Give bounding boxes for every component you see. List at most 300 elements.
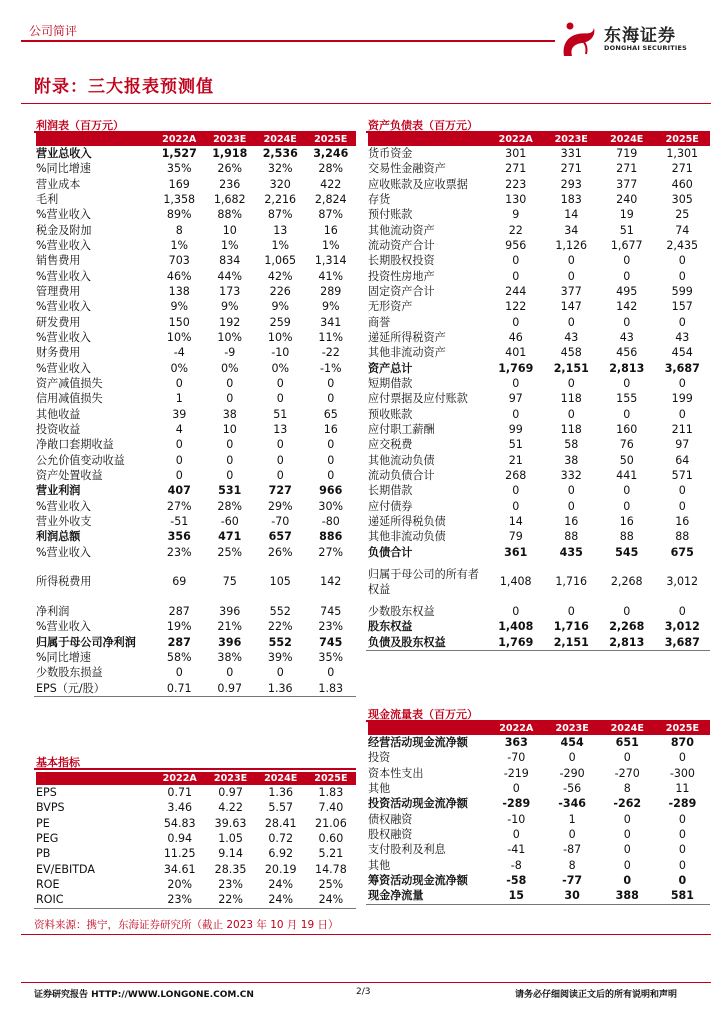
row-value: 0 <box>276 438 284 452</box>
row-label: EPS <box>36 786 57 799</box>
row-value: 19% <box>166 620 192 634</box>
row-value: 0 <box>512 604 520 618</box>
row-value: 287 <box>168 604 190 618</box>
row-value: 51 <box>508 438 523 452</box>
table-row <box>368 161 710 176</box>
row-label: EV/EBITDA <box>36 862 95 876</box>
row-value: 0 <box>678 827 686 841</box>
table-row <box>368 146 710 161</box>
row-value: 0 <box>327 468 335 482</box>
row-value: 331 <box>560 147 582 160</box>
row-value: 223 <box>505 177 527 191</box>
row-label: 研发费用 <box>36 315 81 329</box>
row-label: 股权融资 <box>368 827 413 841</box>
row-value: 495 <box>616 284 638 298</box>
row-label: PB <box>36 847 51 861</box>
row-value: 122 <box>505 300 527 314</box>
income-end-rule <box>34 696 356 697</box>
row-value: 0 <box>276 453 284 467</box>
row-value: 2,813 <box>609 635 645 649</box>
row-value: 89% <box>166 208 192 222</box>
row-label: %营业收入 <box>36 545 91 559</box>
row-value: -262 <box>613 797 642 811</box>
row-label: 营业成本 <box>36 177 81 191</box>
row-value: 28.35 <box>214 862 247 876</box>
table-row <box>368 560 710 604</box>
row-value: 15 <box>508 889 525 903</box>
row-value: 460 <box>671 177 693 191</box>
table-row <box>368 223 710 238</box>
row-value: 0 <box>276 468 284 482</box>
row-value: 3,687 <box>664 361 700 375</box>
row-value: -270 <box>614 766 640 780</box>
row-value: 10 <box>222 422 237 436</box>
row-value: 20.19 <box>264 862 297 876</box>
row-label: 短期借款 <box>368 376 413 390</box>
row-label: 存货 <box>368 192 391 206</box>
row-value: 0 <box>678 269 686 283</box>
row-value: 0 <box>175 468 183 482</box>
row-value: 552 <box>268 635 292 649</box>
row-value: 1,408 <box>499 575 532 589</box>
row-label: 投资收益 <box>36 422 81 436</box>
row-value: 1 <box>568 812 576 826</box>
row-value: 552 <box>269 604 291 618</box>
row-label: 无形资产 <box>368 300 413 314</box>
row-label: 商誉 <box>368 315 391 329</box>
row-label: 其他流动负债 <box>368 453 435 467</box>
row-value: -51 <box>170 514 189 528</box>
cashflow-end-rule <box>366 904 710 905</box>
row-value: 2,813 <box>609 361 645 375</box>
row-value: 0 <box>678 254 686 268</box>
table-row <box>368 604 710 619</box>
row-value: 675 <box>670 545 694 559</box>
table-row <box>368 735 710 750</box>
row-value: 35% <box>318 650 344 664</box>
table-row <box>368 437 710 452</box>
table-row <box>368 483 710 498</box>
row-label: 应付债券 <box>368 499 413 513</box>
table-row <box>368 842 710 857</box>
row-value: 458 <box>560 346 582 360</box>
table-row <box>368 345 710 360</box>
table-row <box>368 796 710 811</box>
row-value: 2,268 <box>610 575 643 589</box>
row-value: -8 <box>510 858 522 872</box>
income-column-header: 2022A <box>154 133 205 146</box>
row-label: 管理费用 <box>36 284 81 298</box>
row-value: 0 <box>678 843 686 857</box>
row-value: 9.14 <box>218 847 243 861</box>
row-label: 支付股利及利息 <box>368 843 446 857</box>
row-value: 236 <box>219 177 241 191</box>
row-value: 1,065 <box>264 254 297 268</box>
row-label: 其他非流动资产 <box>368 346 446 360</box>
row-value: 0 <box>678 812 686 826</box>
row-value: 1,716 <box>555 575 588 589</box>
table-row <box>36 831 356 846</box>
row-value: 240 <box>616 192 638 206</box>
row-label: 固定资产合计 <box>368 284 435 298</box>
row-value: 41% <box>318 269 344 283</box>
row-value: 87% <box>267 208 293 222</box>
row-value: 23% <box>318 620 344 634</box>
row-value: 226 <box>269 284 291 298</box>
row-value: 0 <box>327 438 335 452</box>
table-row <box>36 177 356 192</box>
row-value: 16 <box>323 223 338 237</box>
cashflow-column-header: 2022A <box>488 722 545 735</box>
row-value: 0 <box>678 873 687 887</box>
table-row <box>368 545 710 560</box>
row-value: 10% <box>267 330 293 344</box>
row-value: 38 <box>564 453 579 467</box>
page-number: 2/3 <box>356 987 371 997</box>
cashflow-header-row <box>368 722 710 735</box>
row-value: 199 <box>671 392 693 406</box>
dragon-logo-icon <box>558 18 600 58</box>
row-label: 经营活动现金流净额 <box>368 736 468 749</box>
row-value: 4 <box>175 422 183 436</box>
row-value: 10% <box>217 330 243 344</box>
row-value: 244 <box>505 284 527 298</box>
basic-table <box>36 772 356 908</box>
row-value: 1,918 <box>212 147 248 160</box>
row-value: 5.57 <box>268 801 294 815</box>
row-label: 投资性房地产 <box>368 269 435 283</box>
table-row <box>368 750 710 765</box>
income-column-header: 2025E <box>306 133 357 146</box>
row-value: 0 <box>678 499 686 513</box>
table-row <box>36 604 356 619</box>
row-value: 0 <box>623 376 631 390</box>
row-value: 0 <box>623 269 631 283</box>
row-value: 16 <box>323 422 338 436</box>
company-logo <box>558 18 708 58</box>
row-value: 25 <box>675 208 690 222</box>
row-label: 现金净流量 <box>368 889 424 903</box>
row-value: -300 <box>669 766 695 780</box>
row-value: -289 <box>502 797 531 811</box>
row-value: 377 <box>560 284 582 298</box>
table-row <box>368 407 710 422</box>
basic-column-header: 2023E <box>205 772 255 785</box>
row-value: 4.22 <box>218 801 243 815</box>
row-value: 14.78 <box>315 862 347 876</box>
row-value: 422 <box>320 177 342 191</box>
row-value: 46% <box>166 269 192 283</box>
row-value: 34 <box>564 223 579 237</box>
row-value: 0% <box>220 361 239 375</box>
table-row <box>36 422 356 437</box>
row-value: 8 <box>175 223 183 237</box>
row-value: 361 <box>504 545 528 559</box>
row-value: 407 <box>167 484 191 498</box>
row-value: 173 <box>219 284 241 298</box>
table-row <box>368 812 710 827</box>
row-label: PE <box>36 816 50 830</box>
row-value: 966 <box>319 484 343 498</box>
table-row <box>36 437 356 452</box>
table-row <box>36 499 356 514</box>
row-value: 545 <box>615 545 639 559</box>
row-value: 169 <box>168 177 190 191</box>
row-value: 0.72 <box>268 831 294 845</box>
row-value: 183 <box>560 192 582 206</box>
row-value: 1,358 <box>163 192 196 206</box>
table-row <box>368 888 710 903</box>
row-value: 289 <box>320 284 342 298</box>
row-value: 1 <box>175 392 183 406</box>
table-row <box>36 253 356 268</box>
row-value: 142 <box>320 575 342 589</box>
row-label: PEG <box>36 831 59 845</box>
table-row <box>368 284 710 299</box>
row-value: 130 <box>505 192 527 206</box>
row-value: 43 <box>675 330 690 344</box>
row-label: %营业收入 <box>36 499 91 513</box>
row-value: 301 <box>505 147 527 160</box>
row-value: 19 <box>619 208 634 222</box>
row-value: 211 <box>671 422 693 436</box>
cashflow-table <box>368 722 710 904</box>
row-value: 1,682 <box>213 192 246 206</box>
row-value: 271 <box>560 162 582 176</box>
table-row <box>36 529 356 544</box>
row-label: %营业收入 <box>36 269 91 283</box>
row-value: -290 <box>559 766 585 780</box>
table-row <box>36 468 356 483</box>
table-row <box>368 635 710 650</box>
row-label: 负债合计 <box>368 545 413 559</box>
balance-header-blank <box>368 133 488 146</box>
row-label: %同比增速 <box>36 162 91 176</box>
source-rule <box>21 934 711 935</box>
row-value: 0 <box>512 376 520 390</box>
table-row <box>368 253 710 268</box>
row-value: 1,769 <box>498 635 534 649</box>
row-label: 净利润 <box>36 604 70 618</box>
row-value: 75 <box>222 575 237 589</box>
table-row <box>36 862 356 877</box>
row-value: 118 <box>560 392 582 406</box>
basic-column-header: 2022A <box>154 772 205 785</box>
row-value: 22% <box>218 893 243 907</box>
row-value: 87% <box>318 208 344 222</box>
row-value: 9% <box>321 300 340 314</box>
row-value: -346 <box>558 797 587 811</box>
row-label: 销售费用 <box>36 254 81 268</box>
balance-header-row <box>368 133 710 146</box>
table-row <box>36 407 356 422</box>
row-value: 2,824 <box>314 192 347 206</box>
table-row <box>368 858 710 873</box>
row-value: 0 <box>226 392 234 406</box>
footer-disclaimer: 请务必仔细阅读正文后的所有说明和声明 <box>515 990 678 1000</box>
table-row <box>36 665 356 680</box>
row-value: 58 <box>564 438 579 452</box>
row-value: 155 <box>616 392 638 406</box>
row-value: 50 <box>619 453 634 467</box>
table-row <box>368 269 710 284</box>
row-value: 88% <box>217 208 243 222</box>
row-value: 1.36 <box>267 681 293 695</box>
row-label: 少数股东权益 <box>368 604 435 618</box>
row-value: 2,435 <box>666 238 699 252</box>
row-value: 16 <box>619 514 634 528</box>
row-label: 资产处置收益 <box>36 468 103 482</box>
table-row <box>36 877 356 892</box>
table-row <box>36 545 356 560</box>
row-value: 14 <box>564 208 579 222</box>
row-value: 99 <box>508 422 523 436</box>
row-label: 交易性金融资产 <box>368 162 446 176</box>
row-value: 0 <box>567 407 575 421</box>
row-value: 11 <box>675 781 690 795</box>
row-value: 54.83 <box>163 816 196 830</box>
row-value: 719 <box>616 147 638 160</box>
cashflow-column-header: 2024E <box>600 722 655 735</box>
table-row <box>368 468 710 483</box>
row-value: 44% <box>217 269 243 283</box>
balance-table <box>368 133 710 650</box>
row-label: 税金及附加 <box>36 223 92 237</box>
row-label: %营业收入 <box>36 208 91 222</box>
row-value: 0 <box>623 254 631 268</box>
row-value: 0 <box>512 484 520 498</box>
row-label: 预收账款 <box>368 407 413 421</box>
row-label: 其他收益 <box>36 407 81 421</box>
row-value: 21.06 <box>315 816 347 830</box>
row-value: 0.60 <box>318 831 344 845</box>
row-value: 1,301 <box>666 147 699 160</box>
table-row <box>36 681 356 696</box>
row-value: -60 <box>220 514 239 528</box>
table-row <box>368 781 710 796</box>
row-value: 886 <box>319 530 343 544</box>
row-value: 0 <box>567 376 575 390</box>
row-value: 0 <box>623 812 631 826</box>
row-label: 应交税费 <box>368 438 413 452</box>
row-value: 88 <box>564 530 579 544</box>
row-value: 7.40 <box>318 801 344 815</box>
row-value: 14 <box>508 514 523 528</box>
row-value: 471 <box>218 530 242 544</box>
row-value: 441 <box>616 468 638 482</box>
row-value: 28.41 <box>264 816 297 830</box>
row-label: 应收账款及应收票据 <box>368 177 468 191</box>
row-value: 1,527 <box>161 147 197 160</box>
row-label: 所得税费用 <box>36 575 92 589</box>
row-value: 1.83 <box>318 786 344 799</box>
row-value: 30% <box>318 499 344 513</box>
row-value: 30 <box>564 889 580 903</box>
row-value: 150 <box>168 315 190 329</box>
row-value: 287 <box>167 635 191 649</box>
row-label: 预付账款 <box>368 208 413 222</box>
row-value: 1,314 <box>314 254 347 268</box>
row-value: 0.97 <box>217 681 243 695</box>
row-value: 0 <box>226 376 234 390</box>
table-row <box>368 529 710 544</box>
table-row <box>36 238 356 253</box>
row-value: 28% <box>318 162 344 176</box>
row-value: 396 <box>218 635 242 649</box>
row-value: 38 <box>222 407 237 421</box>
table-row <box>36 483 356 498</box>
row-value: 2,151 <box>553 635 589 649</box>
row-label: 公允价值变动收益 <box>36 453 125 467</box>
row-value: 0 <box>512 407 520 421</box>
table-row <box>36 299 356 314</box>
basic-header-blank <box>36 772 154 785</box>
row-value: 0 <box>678 407 686 421</box>
row-label: 归属于母公司净利润 <box>36 635 136 649</box>
row-value: 21 <box>508 453 523 467</box>
row-value: 46 <box>508 330 523 344</box>
row-value: 0 <box>623 751 631 765</box>
row-value: 118 <box>560 422 582 436</box>
row-label: 应付票据及应付账款 <box>368 392 468 406</box>
row-value: 0 <box>623 858 631 872</box>
row-value: -9 <box>224 346 236 360</box>
row-value: 97 <box>675 438 690 452</box>
row-value: 23% <box>218 877 243 891</box>
table-row <box>36 785 356 800</box>
row-value: 1,716 <box>553 620 589 634</box>
row-value: 0 <box>567 315 575 329</box>
row-value: 79 <box>508 530 523 544</box>
row-value: 727 <box>268 484 292 498</box>
row-label: %营业收入 <box>36 620 91 634</box>
row-value: 0 <box>623 315 631 329</box>
table-row <box>36 284 356 299</box>
row-value: 0 <box>567 499 575 513</box>
row-value: 3,012 <box>666 575 699 589</box>
row-value: 24% <box>268 893 294 907</box>
row-value: 834 <box>219 254 241 268</box>
row-label: 债权融资 <box>368 812 413 826</box>
row-value: 5.21 <box>318 847 344 861</box>
row-value: 192 <box>219 315 241 329</box>
table-row <box>36 560 356 604</box>
income-table <box>36 133 356 696</box>
table-row <box>36 391 356 406</box>
row-value: 22 <box>508 223 523 237</box>
row-value: 8 <box>623 781 631 795</box>
header-rule <box>21 40 555 42</box>
row-label: 其他流动资产 <box>368 223 435 237</box>
income-header-blank <box>36 133 154 146</box>
row-value: 34.61 <box>163 862 196 876</box>
row-value: 13 <box>273 422 288 436</box>
row-value: 10% <box>166 330 192 344</box>
row-value: 651 <box>615 736 639 749</box>
row-value: 0 <box>512 827 520 841</box>
row-value: 0 <box>567 269 575 283</box>
footer-website: 证券研究报告 HTTP://WWW.LONGONE.COM.CN <box>34 990 254 1000</box>
row-value: 0 <box>567 604 575 618</box>
row-value: -70 <box>507 751 526 765</box>
row-value: 271 <box>616 162 638 176</box>
row-label: 财务费用 <box>36 346 81 360</box>
row-value: 363 <box>504 736 528 749</box>
row-label: %同比增速 <box>36 650 91 664</box>
row-value: 3.46 <box>167 801 193 815</box>
row-value: 956 <box>505 238 527 252</box>
row-value: 0 <box>678 484 686 498</box>
